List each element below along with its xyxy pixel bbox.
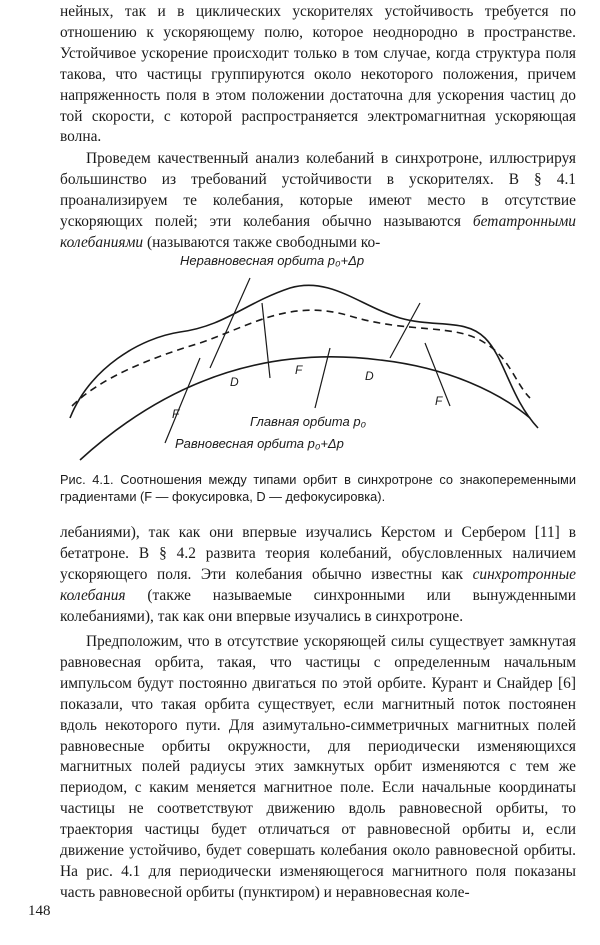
figure-caption xyxy=(60,471,576,505)
label-main-orbit: Главная орбита p₀ xyxy=(250,414,367,429)
caption-number: Рис. 4.1. xyxy=(60,472,114,487)
caption-text: Соотношения между типами орбит в синхротроне со знакопеременными градиентами (F — фокусировка, D — дефокусировка). xyxy=(60,472,576,504)
label-equilibrium: Равновесная орбита p₀+Δp xyxy=(175,436,344,451)
paragraph-2-end: (называются также свободными ко- xyxy=(143,233,381,251)
sector-divider-1 xyxy=(165,358,200,443)
sector-divider-5 xyxy=(390,303,420,358)
paragraph-3-term: синхротронные колебания xyxy=(60,565,576,604)
sector-label-f2: F xyxy=(295,363,303,377)
paragraph-4: Предположим, что в отсутствие ускоряющей силы существует замкнутая равновесная орбита, такая, что частицы с определенным начальным импульсом будут постоянно двигаться по этой орбите. Курант и Снайдер [6] показали, что такая орбита существует, если магнитный поток постоянен вдоль некоторого пути. Для азимутально-симметричных магнитных полей равновесные орбиты окружности, для периодически изменяющихся магнитных полей радиусы этих замкнутых орбит изменяются с тем же периодом, с каким меняется магнитное поле. Если начальные координаты частицы не соответствуют движению вдоль равновесной орбиты, то траектория частицы будет отличаться от равновесной орбиты и, если движение устойчиво, будет совершать колебания около равновесной орбиты. На рис. 4.1 для периодически изменяющегося магнитного поля показаны часть равновесной орбиты (пунктиром) и неравновесная коле- xyxy=(60,633,576,901)
paragraph-2 xyxy=(60,149,576,254)
paragraph-3-end: (также называемые синхронными или вынужденными колебаниями), так как они впервые изучались в синхротроне. xyxy=(60,586,576,625)
sector-divider-3 xyxy=(262,303,270,378)
sector-label-f1: F xyxy=(172,407,180,421)
paragraph-2-start: Проведем качественный анализ колебаний в синхротроне, иллюстрируя большинство из требований устойчивости в ускорителях. В § 4.1 проанализируем те колебания, которые имеют место в отсутствие ускоряющих полей; эти колебания обычно называются xyxy=(60,150,576,230)
paragraph-3 xyxy=(60,523,576,628)
label-nonequilibrium: Неравновесная орбита p₀+Δp xyxy=(180,253,365,268)
page-number: 148 xyxy=(28,903,51,919)
sector-label-f3: F xyxy=(435,394,443,408)
nonequilibrium-orbit-curve xyxy=(70,285,538,428)
figure-orbits xyxy=(60,248,576,466)
sector-label-d2: D xyxy=(365,369,374,383)
paragraph-2-term: бетатронными колебаниями xyxy=(60,212,576,251)
sector-label-d1: D xyxy=(230,375,239,389)
paragraph-1: нейных, так и в циклических ускорителях устойчивость требуется по отношению к ускоряющему полю, которое неоднородно в пространстве. Устойчивое ускорение происходит только в том случае, когда структура поля такова, что частицы группируются около некоторого положения, причем напряженность поля в этом положении достаточна для ускорения частиц до той скорости, с которой распространяется электромагнитная ускоряющая волна. xyxy=(60,3,576,146)
paragraph-3-start: лебаниями), так как они впервые изучались Керстом и Сербером [11] в бетатроне. В § 4.2 развита теория колебаний, обусловленных наличием ускоряющего поля. Эти колебания обычно известны как xyxy=(60,524,576,583)
